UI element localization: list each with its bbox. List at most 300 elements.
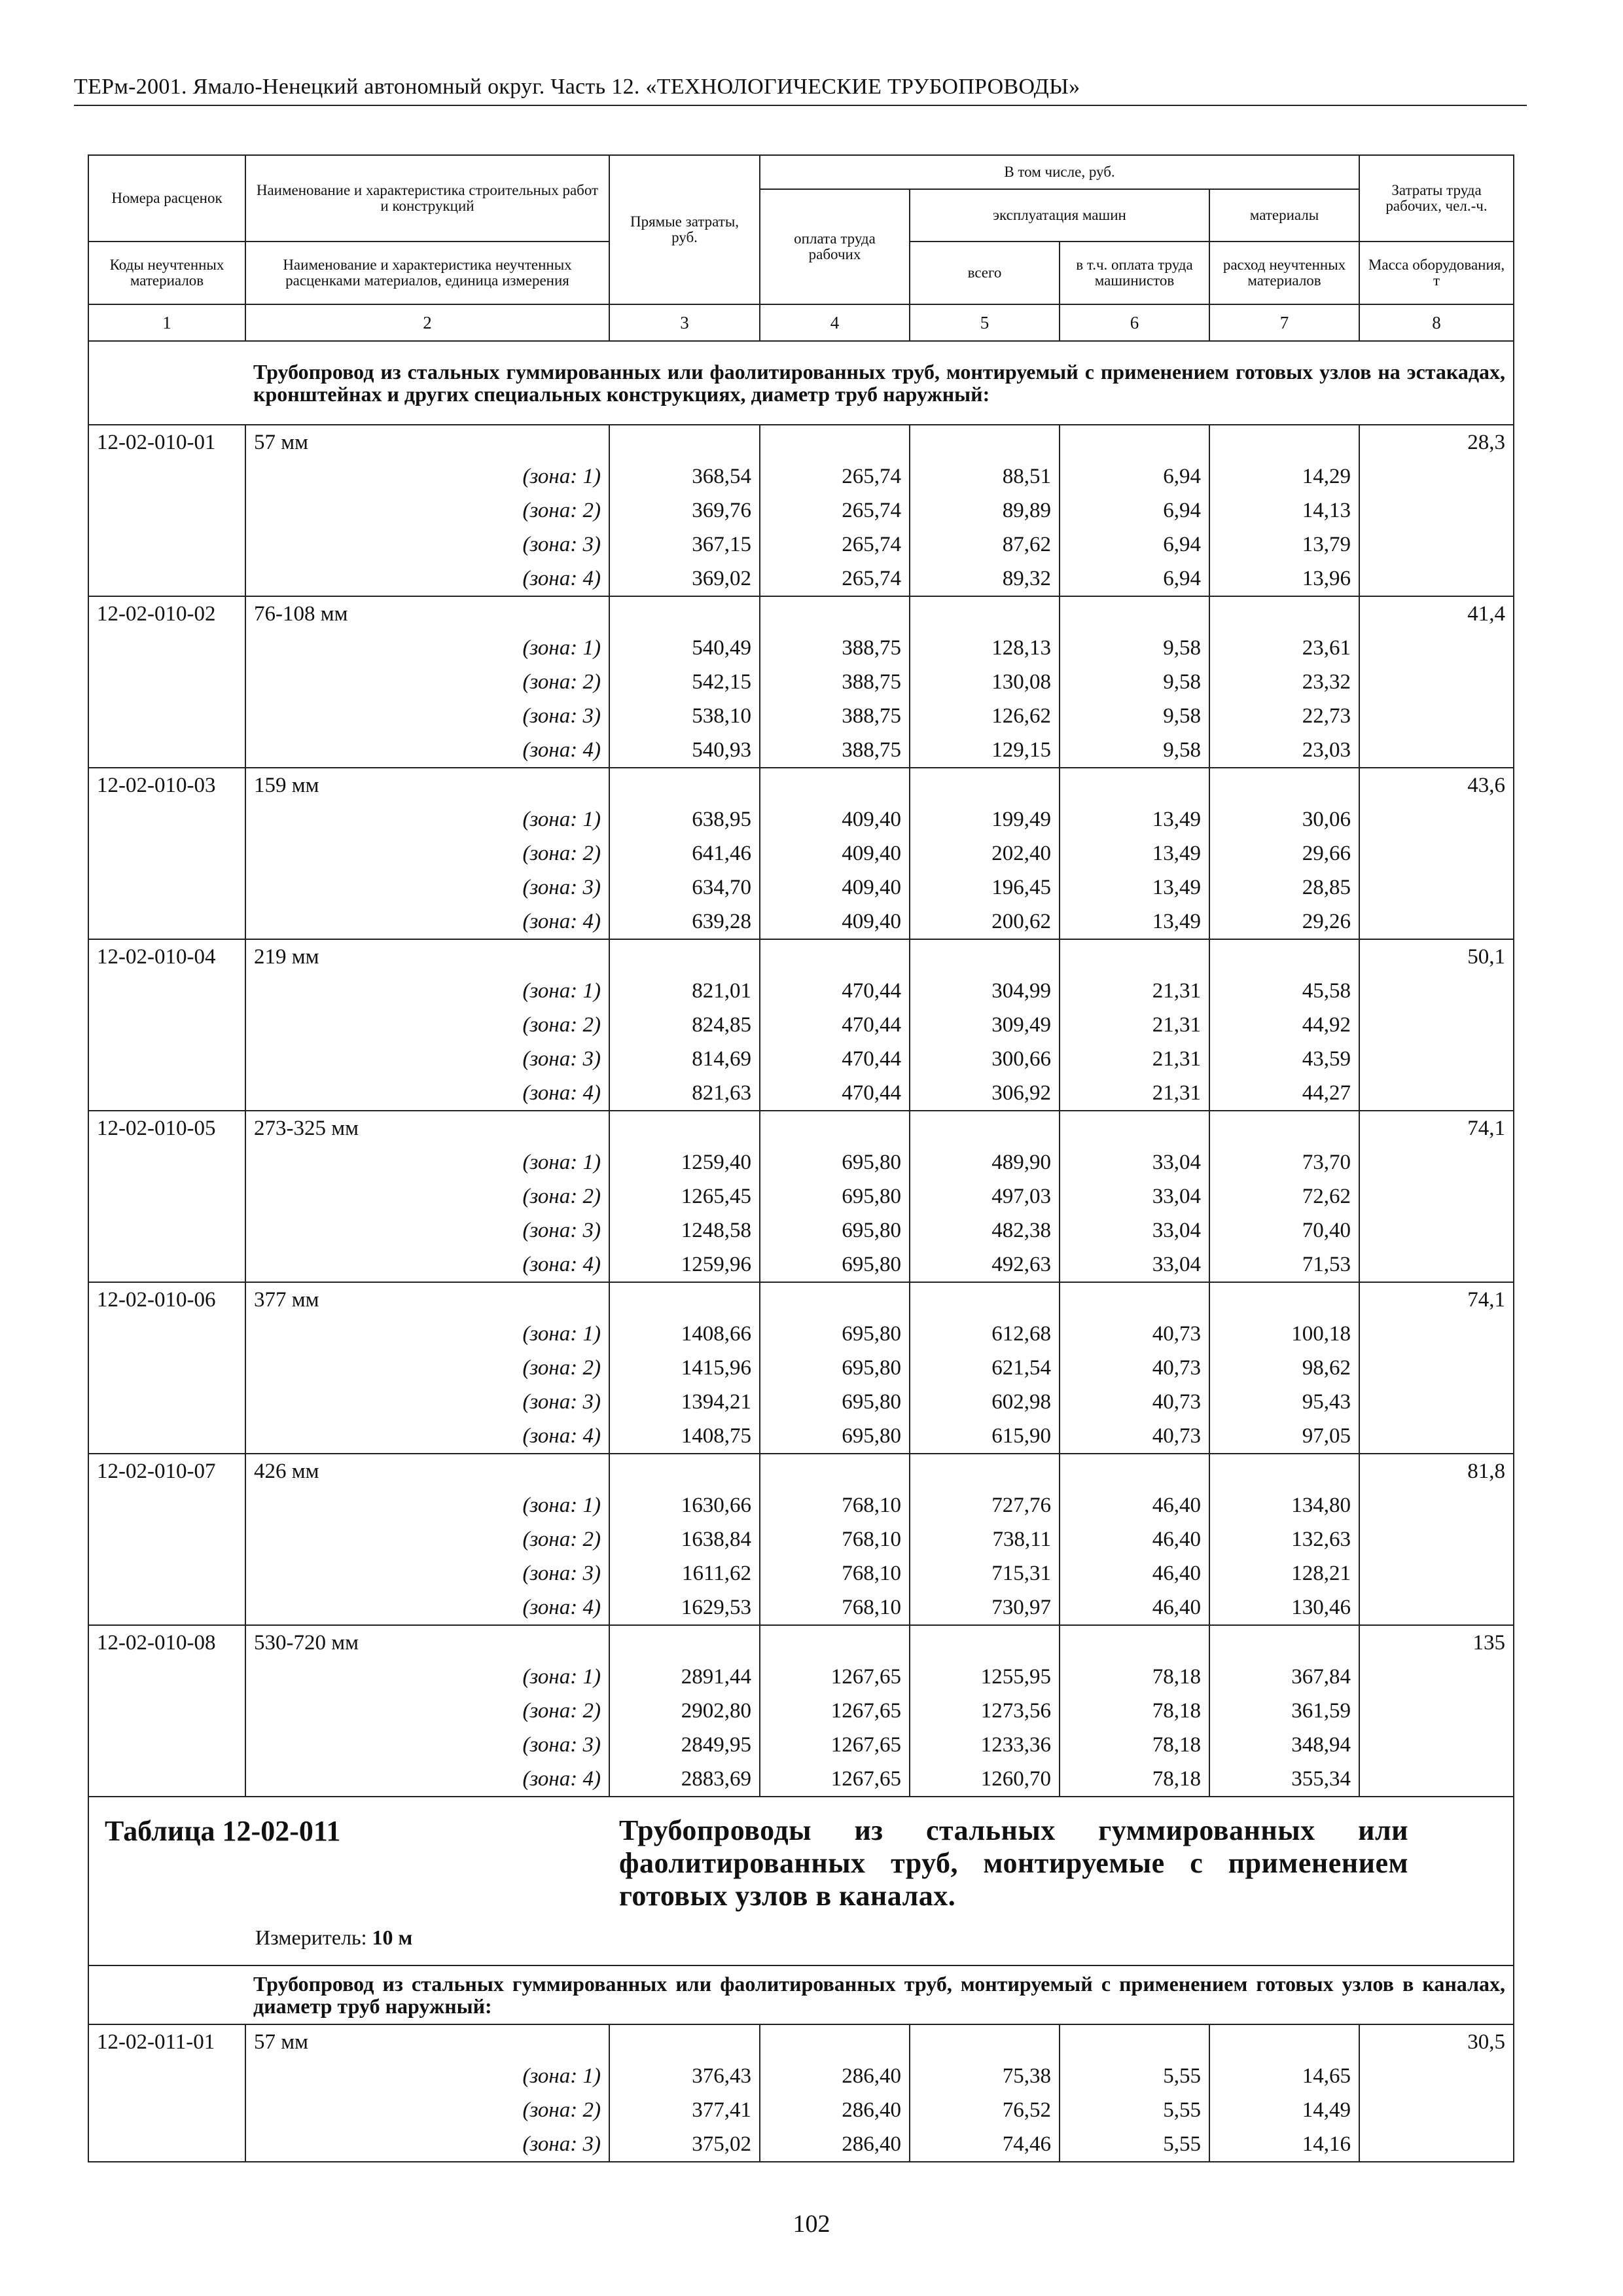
zone-label: (зона: 1) xyxy=(245,1145,609,1179)
labor-pay: 695,80 xyxy=(760,1213,910,1247)
labor-pay: 286,40 xyxy=(760,2059,910,2093)
document-header: ТЕРм-2001. Ямало-Ненецкий автономный округ. Часть 12. «ТЕХНОЛОГИЧЕСКИЕ ТРУБОПРОВОДЫ» xyxy=(74,75,1527,106)
machinists-pay: 40,73 xyxy=(1060,1317,1209,1351)
machinists-pay: 6,94 xyxy=(1060,493,1209,528)
zone-label: (зона: 2) xyxy=(245,665,609,699)
materials: 70,40 xyxy=(1209,1213,1359,1247)
machines-total: 602,98 xyxy=(910,1385,1060,1419)
machinists-pay: 40,73 xyxy=(1060,1419,1209,1454)
materials: 28,85 xyxy=(1209,870,1359,905)
zone-row xyxy=(88,1317,1514,1351)
direct-costs: 1408,75 xyxy=(609,1419,760,1454)
page-number: 102 xyxy=(793,2210,830,2238)
zone-row xyxy=(88,1762,1514,1797)
direct-costs: 2849,95 xyxy=(609,1728,760,1762)
machinists-pay: 78,18 xyxy=(1060,1694,1209,1728)
zone-row xyxy=(88,1728,1514,1762)
machines-total: 87,62 xyxy=(910,528,1060,562)
machinists-pay: 13,49 xyxy=(1060,802,1209,836)
machinists-pay: 9,58 xyxy=(1060,699,1209,733)
labor-pay: 1267,65 xyxy=(760,1694,910,1728)
zone-label: (зона: 3) xyxy=(245,528,609,562)
labor-pay: 768,10 xyxy=(760,1488,910,1522)
machinists-pay: 21,31 xyxy=(1060,1008,1209,1042)
materials: 14,65 xyxy=(1209,2059,1359,2093)
machinists-pay: 40,73 xyxy=(1060,1385,1209,1419)
labor-pay: 695,80 xyxy=(760,1317,910,1351)
materials: 22,73 xyxy=(1209,699,1359,733)
work-name: 57 мм xyxy=(245,425,609,459)
machines-total: 1255,95 xyxy=(910,1660,1060,1694)
labor-cost: 74,1 xyxy=(1359,1111,1514,1145)
labor-pay: 695,80 xyxy=(760,1145,910,1179)
zone-label: (зона: 3) xyxy=(245,1728,609,1762)
direct-costs: 375,02 xyxy=(609,2127,760,2162)
zone-label: (зона: 1) xyxy=(245,631,609,665)
zone-row xyxy=(88,802,1514,836)
materials: 72,62 xyxy=(1209,1179,1359,1213)
zone-row xyxy=(88,631,1514,665)
machines-total: 615,90 xyxy=(910,1419,1060,1454)
materials: 44,92 xyxy=(1209,1008,1359,1042)
direct-costs: 641,46 xyxy=(609,836,760,870)
zone-label: (зона: 2) xyxy=(245,1351,609,1385)
zone-label: (зона: 1) xyxy=(245,2059,609,2093)
machines-total: 75,38 xyxy=(910,2059,1060,2093)
zone-row xyxy=(88,2127,1514,2162)
rate-code: 12-02-010-01 xyxy=(88,425,245,459)
section-title-row xyxy=(88,1965,1514,2024)
materials: 45,58 xyxy=(1209,974,1359,1008)
machinists-pay: 33,04 xyxy=(1060,1213,1209,1247)
direct-costs: 1265,45 xyxy=(609,1179,760,1213)
zone-row xyxy=(88,1419,1514,1454)
machines-total: 497,03 xyxy=(910,1179,1060,1213)
zone-row xyxy=(88,1042,1514,1076)
zone-row xyxy=(88,1179,1514,1213)
labor-cost: 43,6 xyxy=(1359,768,1514,802)
direct-costs: 1630,66 xyxy=(609,1488,760,1522)
machines-total: 492,63 xyxy=(910,1247,1060,1282)
direct-costs: 821,01 xyxy=(609,974,760,1008)
direct-costs: 2902,80 xyxy=(609,1694,760,1728)
labor-pay: 768,10 xyxy=(760,1556,910,1590)
labor-cost: 28,3 xyxy=(1359,425,1514,459)
labor-pay: 695,80 xyxy=(760,1385,910,1419)
labor-pay: 470,44 xyxy=(760,1042,910,1076)
materials: 128,21 xyxy=(1209,1556,1359,1590)
direct-costs: 1248,58 xyxy=(609,1213,760,1247)
direct-costs: 1394,21 xyxy=(609,1385,760,1419)
zone-row xyxy=(88,665,1514,699)
header-name-top: Наименование и характеристика строительных работ и конструкций xyxy=(245,155,609,242)
labor-pay: 286,40 xyxy=(760,2127,910,2162)
direct-costs: 814,69 xyxy=(609,1042,760,1076)
section-title-row xyxy=(88,341,1514,425)
machinists-pay: 5,55 xyxy=(1060,2093,1209,2127)
zone-row xyxy=(88,459,1514,493)
zone-label: (зона: 1) xyxy=(245,1660,609,1694)
machines-total: 1273,56 xyxy=(910,1694,1060,1728)
labor-cost: 30,5 xyxy=(1359,2024,1514,2059)
column-number: 1 xyxy=(88,304,245,341)
zone-row xyxy=(88,699,1514,733)
machinists-pay: 5,55 xyxy=(1060,2127,1209,2162)
machinists-pay: 6,94 xyxy=(1060,528,1209,562)
labor-cost: 50,1 xyxy=(1359,939,1514,974)
labor-pay: 409,40 xyxy=(760,802,910,836)
zone-row xyxy=(88,870,1514,905)
work-name: 273-325 мм xyxy=(245,1111,609,1145)
column-numbers-row xyxy=(88,304,1514,341)
work-name: 219 мм xyxy=(245,939,609,974)
machines-total: 738,11 xyxy=(910,1522,1060,1556)
machinists-pay: 33,04 xyxy=(1060,1179,1209,1213)
direct-costs: 542,15 xyxy=(609,665,760,699)
direct-costs: 1629,53 xyxy=(609,1590,760,1625)
labor-pay: 265,74 xyxy=(760,459,910,493)
materials: 355,34 xyxy=(1209,1762,1359,1797)
machines-total: 482,38 xyxy=(910,1213,1060,1247)
section-title: Трубопровод из стальных гуммированных или фаолитированных труб, монтируемый с применением готовых узлов в каналах, диаметр труб наружный: xyxy=(245,1965,1514,2024)
labor-pay: 695,80 xyxy=(760,1247,910,1282)
rate-code: 12-02-011-01 xyxy=(88,2024,245,2059)
machines-total: 128,13 xyxy=(910,631,1060,665)
labor-pay: 388,75 xyxy=(760,733,910,768)
price-table xyxy=(88,154,1514,2162)
zone-label: (зона: 3) xyxy=(245,2127,609,2162)
zone-label: (зона: 3) xyxy=(245,1213,609,1247)
machinists-pay: 78,18 xyxy=(1060,1728,1209,1762)
materials: 29,66 xyxy=(1209,836,1359,870)
rate-code: 12-02-010-02 xyxy=(88,596,245,631)
machines-total: 1233,36 xyxy=(910,1728,1060,1762)
zone-row xyxy=(88,1213,1514,1247)
materials: 23,32 xyxy=(1209,665,1359,699)
header-codes-bottom: Коды неучтенных материалов xyxy=(88,242,245,304)
header-labor-pay: оплата труда рабочих xyxy=(760,189,910,304)
materials: 132,63 xyxy=(1209,1522,1359,1556)
zone-row xyxy=(88,1076,1514,1111)
materials: 130,46 xyxy=(1209,1590,1359,1625)
labor-cost: 41,4 xyxy=(1359,596,1514,631)
machines-total: 126,62 xyxy=(910,699,1060,733)
zone-label: (зона: 4) xyxy=(245,1762,609,1797)
section-title: Трубопровод из стальных гуммированных или фаолитированных труб, монтируемый с применением готовых узлов на эстакадах, кронштейнах и других специальных конструкциях, диаметр труб наружный: xyxy=(245,341,1514,425)
labor-pay: 470,44 xyxy=(760,1008,910,1042)
labor-pay: 388,75 xyxy=(760,665,910,699)
direct-costs: 369,02 xyxy=(609,562,760,596)
zone-label: (зона: 4) xyxy=(245,1419,609,1454)
direct-costs: 1611,62 xyxy=(609,1556,760,1590)
zone-label: (зона: 1) xyxy=(245,459,609,493)
rate-item-row xyxy=(88,768,1514,802)
labor-pay: 768,10 xyxy=(760,1522,910,1556)
unit-label: Измеритель: xyxy=(255,1926,367,1949)
zone-row xyxy=(88,493,1514,528)
labor-pay: 409,40 xyxy=(760,836,910,870)
header-machinists-pay: в т.ч. оплата труда машинистов xyxy=(1060,242,1209,304)
machines-total: 129,15 xyxy=(910,733,1060,768)
zone-label: (зона: 3) xyxy=(245,1556,609,1590)
materials: 14,16 xyxy=(1209,2127,1359,2162)
header-materials: материалы xyxy=(1209,189,1359,242)
machines-total: 309,49 xyxy=(910,1008,1060,1042)
zone-row xyxy=(88,974,1514,1008)
machinists-pay: 78,18 xyxy=(1060,1762,1209,1797)
direct-costs: 1415,96 xyxy=(609,1351,760,1385)
zone-label: (зона: 4) xyxy=(245,1590,609,1625)
zone-label: (зона: 2) xyxy=(245,493,609,528)
materials: 98,62 xyxy=(1209,1351,1359,1385)
header-equipment-mass: Масса оборудования, т xyxy=(1359,242,1514,304)
machinists-pay: 9,58 xyxy=(1060,733,1209,768)
direct-costs: 1259,96 xyxy=(609,1247,760,1282)
machinists-pay: 33,04 xyxy=(1060,1145,1209,1179)
labor-cost: 135 xyxy=(1359,1625,1514,1660)
direct-costs: 824,85 xyxy=(609,1008,760,1042)
machinists-pay: 5,55 xyxy=(1060,2059,1209,2093)
machinists-pay: 9,58 xyxy=(1060,665,1209,699)
machines-total: 76,52 xyxy=(910,2093,1060,2127)
materials: 29,26 xyxy=(1209,905,1359,939)
rate-item-row xyxy=(88,1111,1514,1145)
labor-pay: 265,74 xyxy=(760,562,910,596)
labor-pay: 388,75 xyxy=(760,699,910,733)
labor-pay: 265,74 xyxy=(760,493,910,528)
direct-costs: 2891,44 xyxy=(609,1660,760,1694)
direct-costs: 1259,40 xyxy=(609,1145,760,1179)
rate-item-row xyxy=(88,939,1514,974)
machinists-pay: 13,49 xyxy=(1060,870,1209,905)
machinists-pay: 46,40 xyxy=(1060,1556,1209,1590)
materials: 43,59 xyxy=(1209,1042,1359,1076)
rate-code: 12-02-010-03 xyxy=(88,768,245,802)
header-including: В том числе, руб. xyxy=(760,155,1359,189)
zone-row xyxy=(88,1145,1514,1179)
work-name: 377 мм xyxy=(245,1282,609,1317)
zone-label: (зона: 4) xyxy=(245,562,609,596)
materials: 97,05 xyxy=(1209,1419,1359,1454)
zone-label: (зона: 4) xyxy=(245,1247,609,1282)
zone-row xyxy=(88,1385,1514,1419)
machinists-pay: 13,49 xyxy=(1060,905,1209,939)
zone-label: (зона: 2) xyxy=(245,1008,609,1042)
materials: 14,29 xyxy=(1209,459,1359,493)
rate-code: 12-02-010-07 xyxy=(88,1454,245,1488)
materials: 23,61 xyxy=(1209,631,1359,665)
machines-total: 1260,70 xyxy=(910,1762,1060,1797)
zone-label: (зона: 4) xyxy=(245,905,609,939)
rate-item-row xyxy=(88,1625,1514,1660)
direct-costs: 1408,66 xyxy=(609,1317,760,1351)
table-label: Таблица 12-02-011 xyxy=(105,1815,341,1847)
column-number: 6 xyxy=(1060,304,1209,341)
rate-item-row xyxy=(88,2024,1514,2059)
header-labor-cost: Затраты труда рабочих, чел.-ч. xyxy=(1359,155,1514,242)
zone-label: (зона: 1) xyxy=(245,802,609,836)
machines-total: 730,97 xyxy=(910,1590,1060,1625)
labor-pay: 695,80 xyxy=(760,1419,910,1454)
zone-label: (зона: 3) xyxy=(245,1385,609,1419)
table-title: Трубопроводы из стальных гуммированных или фаолитированных труб, монтируемые с применением готовых узлов в каналах. xyxy=(619,1814,1408,1912)
direct-costs: 376,43 xyxy=(609,2059,760,2093)
labor-pay: 1267,65 xyxy=(760,1660,910,1694)
zone-row xyxy=(88,1008,1514,1042)
zone-label: (зона: 4) xyxy=(245,1076,609,1111)
labor-pay: 265,74 xyxy=(760,528,910,562)
materials: 71,53 xyxy=(1209,1247,1359,1282)
machinists-pay: 21,31 xyxy=(1060,1076,1209,1111)
zone-row xyxy=(88,1694,1514,1728)
rate-code: 12-02-010-04 xyxy=(88,939,245,974)
zone-label: (зона: 2) xyxy=(245,1179,609,1213)
zone-row xyxy=(88,1351,1514,1385)
zone-row xyxy=(88,1660,1514,1694)
machines-total: 715,31 xyxy=(910,1556,1060,1590)
machinists-pay: 6,94 xyxy=(1060,459,1209,493)
zone-label: (зона: 1) xyxy=(245,1488,609,1522)
machines-total: 727,76 xyxy=(910,1488,1060,1522)
column-number: 2 xyxy=(245,304,609,341)
zone-row xyxy=(88,836,1514,870)
header-unaccounted-materials: расход неучтенных материалов xyxy=(1209,242,1359,304)
rate-item-row xyxy=(88,1454,1514,1488)
direct-costs: 639,28 xyxy=(609,905,760,939)
machinists-pay: 21,31 xyxy=(1060,1042,1209,1076)
direct-costs: 369,76 xyxy=(609,493,760,528)
zone-row xyxy=(88,1247,1514,1282)
rate-code: 12-02-010-08 xyxy=(88,1625,245,1660)
machines-total: 200,62 xyxy=(910,905,1060,939)
zone-row xyxy=(88,2093,1514,2127)
column-number: 5 xyxy=(910,304,1060,341)
zone-label: (зона: 2) xyxy=(245,2093,609,2127)
machinists-pay: 6,94 xyxy=(1060,562,1209,596)
machines-total: 489,90 xyxy=(910,1145,1060,1179)
rate-item-row xyxy=(88,1282,1514,1317)
rate-code: 12-02-010-06 xyxy=(88,1282,245,1317)
materials: 23,03 xyxy=(1209,733,1359,768)
direct-costs: 821,63 xyxy=(609,1076,760,1111)
machines-total: 89,89 xyxy=(910,493,1060,528)
materials: 348,94 xyxy=(1209,1728,1359,1762)
machines-total: 196,45 xyxy=(910,870,1060,905)
machines-total: 612,68 xyxy=(910,1317,1060,1351)
labor-pay: 286,40 xyxy=(760,2093,910,2127)
labor-pay: 1267,65 xyxy=(760,1728,910,1762)
materials: 134,80 xyxy=(1209,1488,1359,1522)
zone-label: (зона: 4) xyxy=(245,733,609,768)
machinists-pay: 78,18 xyxy=(1060,1660,1209,1694)
header-name-bottom: Наименование и характеристика неучтенных расценками материалов, единица измерения xyxy=(245,242,609,304)
column-number: 4 xyxy=(760,304,910,341)
direct-costs: 634,70 xyxy=(609,870,760,905)
machinists-pay: 21,31 xyxy=(1060,974,1209,1008)
labor-cost: 74,1 xyxy=(1359,1282,1514,1317)
labor-pay: 409,40 xyxy=(760,870,910,905)
direct-costs: 377,41 xyxy=(609,2093,760,2127)
zone-label: (зона: 3) xyxy=(245,870,609,905)
labor-cost: 81,8 xyxy=(1359,1454,1514,1488)
direct-costs: 538,10 xyxy=(609,699,760,733)
direct-costs: 638,95 xyxy=(609,802,760,836)
table-title-block xyxy=(88,1797,1514,1965)
work-name: 426 мм xyxy=(245,1454,609,1488)
work-name: 76-108 мм xyxy=(245,596,609,631)
direct-costs: 367,15 xyxy=(609,528,760,562)
zone-label: (зона: 3) xyxy=(245,1042,609,1076)
labor-pay: 470,44 xyxy=(760,1076,910,1111)
machines-total: 89,32 xyxy=(910,562,1060,596)
labor-pay: 409,40 xyxy=(760,905,910,939)
direct-costs: 540,49 xyxy=(609,631,760,665)
machinists-pay: 46,40 xyxy=(1060,1522,1209,1556)
machines-total: 88,51 xyxy=(910,459,1060,493)
labor-pay: 695,80 xyxy=(760,1351,910,1385)
materials: 73,70 xyxy=(1209,1145,1359,1179)
materials: 30,06 xyxy=(1209,802,1359,836)
direct-costs: 1638,84 xyxy=(609,1522,760,1556)
materials: 14,13 xyxy=(1209,493,1359,528)
labor-pay: 470,44 xyxy=(760,974,910,1008)
rate-item-row xyxy=(88,425,1514,459)
machines-total: 74,46 xyxy=(910,2127,1060,2162)
materials: 361,59 xyxy=(1209,1694,1359,1728)
unit-value: 10 м xyxy=(372,1926,413,1949)
labor-pay: 388,75 xyxy=(760,631,910,665)
column-number: 8 xyxy=(1359,304,1514,341)
zone-row xyxy=(88,905,1514,939)
machines-total: 202,40 xyxy=(910,836,1060,870)
zone-label: (зона: 1) xyxy=(245,974,609,1008)
zone-label: (зона: 2) xyxy=(245,1522,609,1556)
machinists-pay: 46,40 xyxy=(1060,1488,1209,1522)
zone-label: (зона: 2) xyxy=(245,836,609,870)
zone-row xyxy=(88,2059,1514,2093)
materials: 95,43 xyxy=(1209,1385,1359,1419)
zone-row xyxy=(88,1522,1514,1556)
header-machines-total: всего xyxy=(910,242,1060,304)
zone-row xyxy=(88,733,1514,768)
zone-row xyxy=(88,1488,1514,1522)
direct-costs: 2883,69 xyxy=(609,1762,760,1797)
materials: 367,84 xyxy=(1209,1660,1359,1694)
direct-costs: 540,93 xyxy=(609,733,760,768)
header-direct-costs: Прямые затраты, руб. xyxy=(609,155,760,304)
machines-total: 306,92 xyxy=(910,1076,1060,1111)
unit-line xyxy=(255,1926,412,1950)
column-number: 3 xyxy=(609,304,760,341)
labor-pay: 768,10 xyxy=(760,1590,910,1625)
machinists-pay: 9,58 xyxy=(1060,631,1209,665)
materials: 13,79 xyxy=(1209,528,1359,562)
zone-label: (зона: 3) xyxy=(245,699,609,733)
rate-item-row xyxy=(88,596,1514,631)
machinists-pay: 33,04 xyxy=(1060,1247,1209,1282)
machines-total: 130,08 xyxy=(910,665,1060,699)
materials: 13,96 xyxy=(1209,562,1359,596)
zone-row xyxy=(88,1556,1514,1590)
column-number: 7 xyxy=(1209,304,1359,341)
machines-total: 199,49 xyxy=(910,802,1060,836)
machines-total: 300,66 xyxy=(910,1042,1060,1076)
rate-code: 12-02-010-05 xyxy=(88,1111,245,1145)
machinists-pay: 40,73 xyxy=(1060,1351,1209,1385)
materials: 44,27 xyxy=(1209,1076,1359,1111)
labor-pay: 1267,65 xyxy=(760,1762,910,1797)
materials: 14,49 xyxy=(1209,2093,1359,2127)
